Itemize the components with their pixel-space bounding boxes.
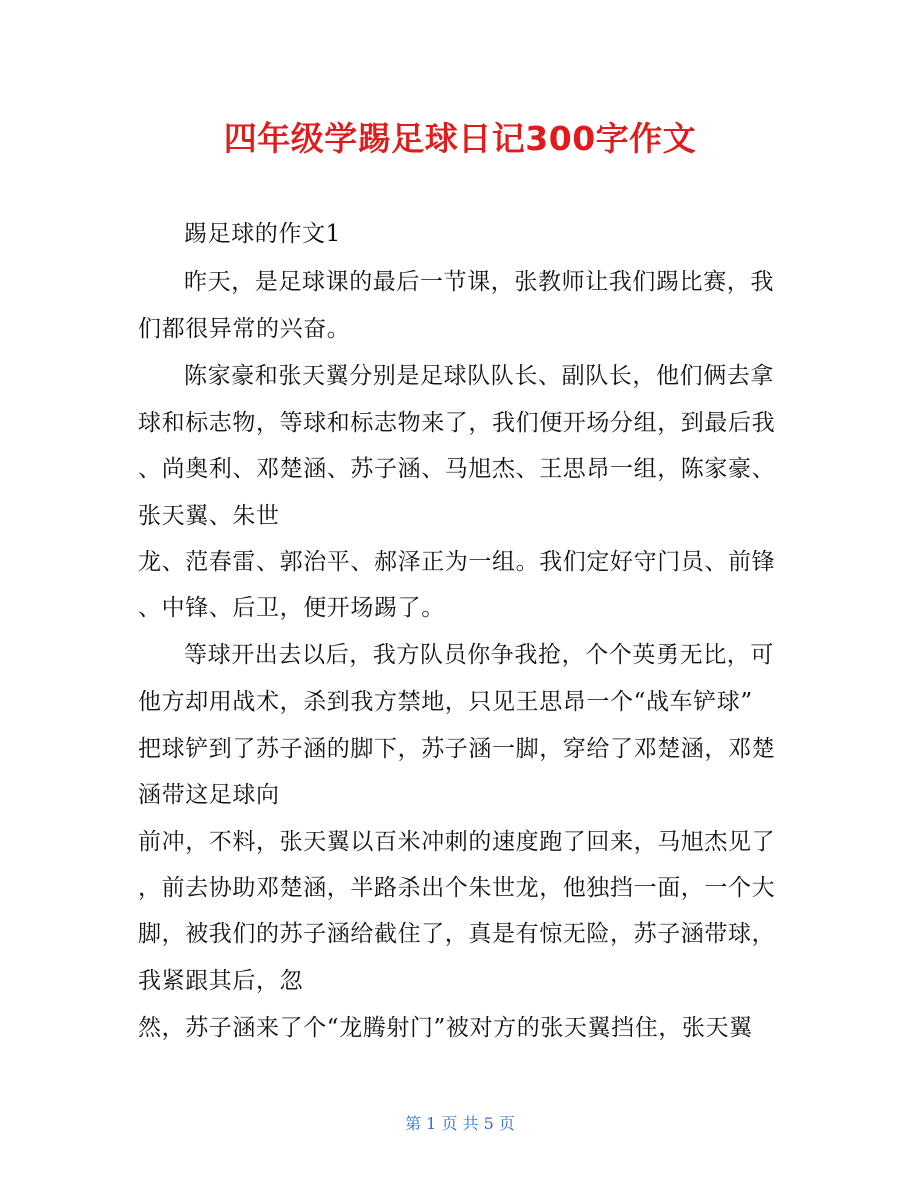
text-line: 我紧跟其后，忽 [138, 968, 304, 994]
page-number-footer: 第 1 页 共 5 页 [405, 1114, 515, 1133]
document-title: 四年级学踢足球日记300字作文 [223, 119, 697, 158]
text-line: 等球开出去以后，我方队员你争我抢，个个英勇无比，可 [184, 642, 774, 668]
text-line: 把球铲到了苏子涵的脚下，苏子涵一脚，穿给了邓楚涵，邓楚 [138, 736, 776, 762]
text-line: 踢足球的作文1 [184, 221, 341, 247]
text-line: 、尚奥利、邓楚涵、苏子涵、马旭杰、王思昂一组，陈家豪、 [138, 456, 776, 482]
text-line: 们都很异常的兴奋。 [138, 316, 351, 342]
text-line: 球和标志物，等球和标志物来了，我们便开场分组，到最后我 [138, 410, 776, 436]
text-line: 昨天，是足球课的最后一节课，张教师让我们踢比赛，我 [184, 269, 774, 295]
text-line: 前冲，不料，张天翼以百米冲刺的速度跑了回来，马旭杰见了 [138, 829, 776, 855]
text-line: 、中锋、后卫，便开场踢了。 [138, 595, 445, 621]
text-line: 陈家豪和张天翼分别是足球队队长、副队长，他们俩去拿 [184, 363, 774, 389]
text-line: 涵带这足球向 [138, 782, 280, 808]
text-line: 然，苏子涵来了个“龙腾射门”被对方的张天翼挡住，张天翼 [138, 1015, 753, 1041]
text-line: 脚，被我们的苏子涵给截住了，真是有惊无险，苏子涵带球， [138, 921, 776, 947]
text-line: 他方却用战术，杀到我方禁地，只见王思昂一个“战车铲球” [138, 689, 753, 715]
text-line: 龙、范春雷、郭治平、郝泽正为一组。我们定好守门员、前锋 [138, 549, 776, 575]
text-line: ，前去协助邓楚涵，半路杀出个朱世龙，他独挡一面，一个大 [138, 875, 776, 901]
text-line: 张天翼、朱世 [138, 503, 280, 529]
